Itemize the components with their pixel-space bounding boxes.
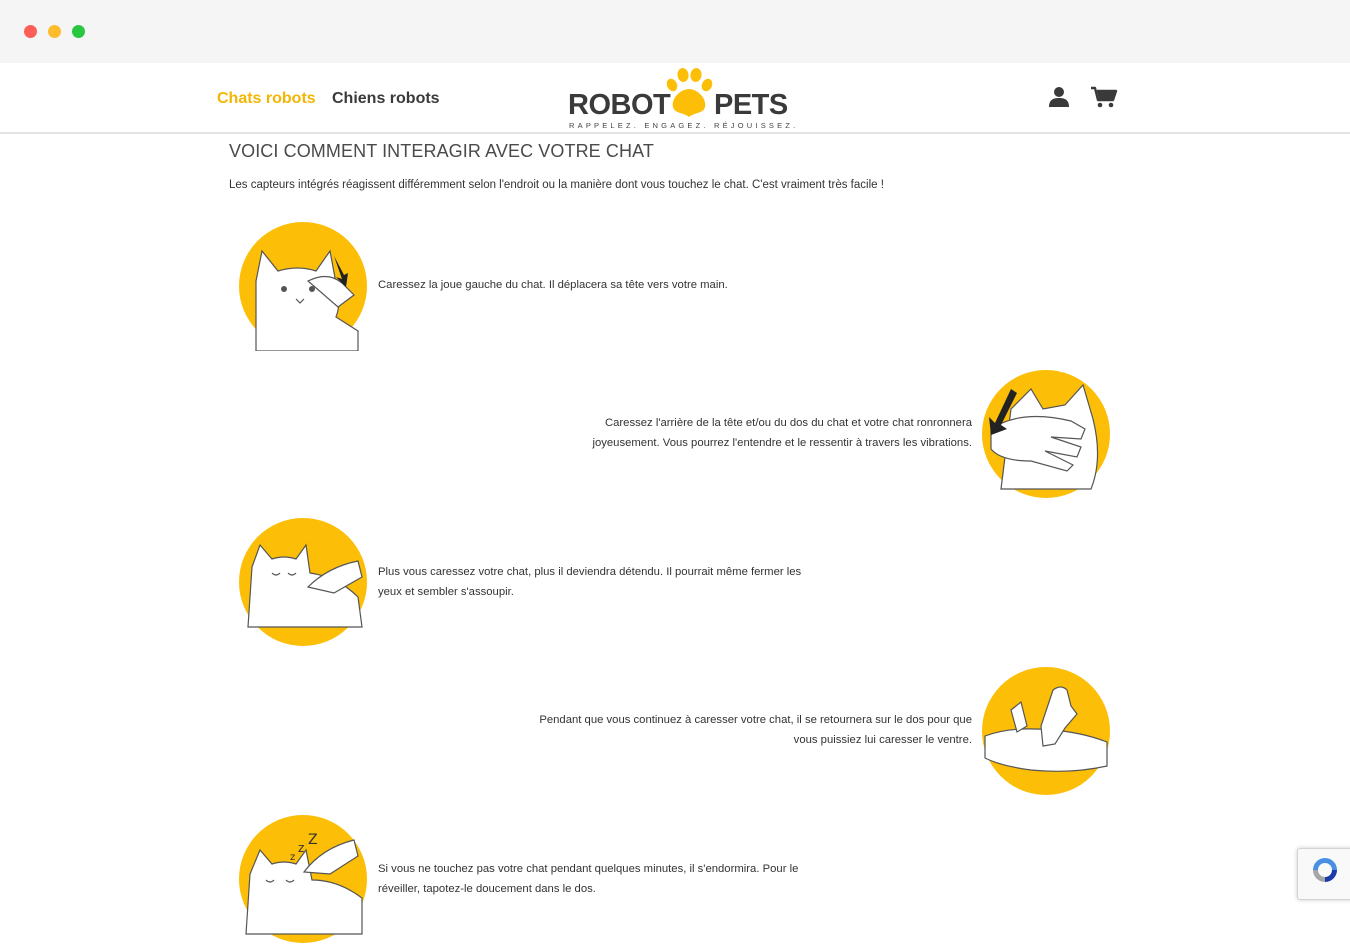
- nav-link-robot-cats[interactable]: Chats robots: [217, 90, 316, 107]
- step-3-text: Plus vous caressez votre chat, plus il deviendra détendu. Il pourrait même fermer les yeux et sembler s'assoupir.: [378, 566, 802, 598]
- intro-text: Les capteurs intégrés réagissent différemment selon l'endroit ou la manière dont vous touchez le chat. C'est vraiment très facile !: [229, 179, 884, 191]
- recaptcha-icon: [1310, 855, 1340, 885]
- cat-cheek-illustration: [238, 221, 368, 351]
- svg-text:z: z: [290, 852, 296, 863]
- browser-title-bar: [0, 0, 1350, 63]
- shopping-cart-icon[interactable]: [1090, 85, 1118, 109]
- step-4-text: Pendant que vous continuez à caresser votre chat, il se retournera sur le dos pour que vous puissiez lui caresser le ventre.: [539, 714, 972, 746]
- maximize-window-button[interactable]: [72, 25, 85, 38]
- svg-text:z: z: [298, 841, 305, 855]
- svg-text:Z: Z: [308, 832, 318, 848]
- cat-sleeping-illustration: [238, 814, 368, 944]
- nav-link-robot-dogs[interactable]: Chiens robots: [332, 90, 440, 107]
- close-window-button[interactable]: [24, 25, 37, 38]
- logo-word-robot: ROBOT: [568, 89, 671, 121]
- minimize-window-button[interactable]: [48, 25, 61, 38]
- robot-pets-logo[interactable]: [566, 67, 799, 130]
- site-header: [0, 63, 1350, 134]
- user-account-icon[interactable]: [1047, 85, 1071, 109]
- cat-belly-illustration: [981, 666, 1111, 796]
- step-1-text: Caressez la joue gauche du chat. Il déplacera sa tête vers votre main.: [378, 279, 728, 291]
- logo-tagline: RAPPELEZ. ENGAGEZ. RÉJOUISSEZ.: [569, 121, 799, 130]
- recaptcha-badge[interactable]: [1297, 848, 1350, 900]
- cat-relaxed-illustration: [238, 517, 368, 647]
- page-title: VOICI COMMENT INTERAGIR AVEC VOTRE CHAT: [229, 141, 654, 161]
- step-2-text: Caressez l'arrière de la tête et/ou du dos du chat et votre chat ronronnera joyeusement. Vous pourrez l'entendre et le ressentir à travers les vibrations.: [592, 417, 972, 449]
- step-5-text: Si vous ne touchez pas votre chat pendant quelques minutes, il s'endormira. Pour le réveiller, tapotez-le doucement dans le dos.: [378, 863, 799, 895]
- paw-icon: [663, 67, 715, 119]
- logo-word-pets: PETS: [714, 89, 788, 121]
- cat-head-back-illustration: [981, 369, 1111, 499]
